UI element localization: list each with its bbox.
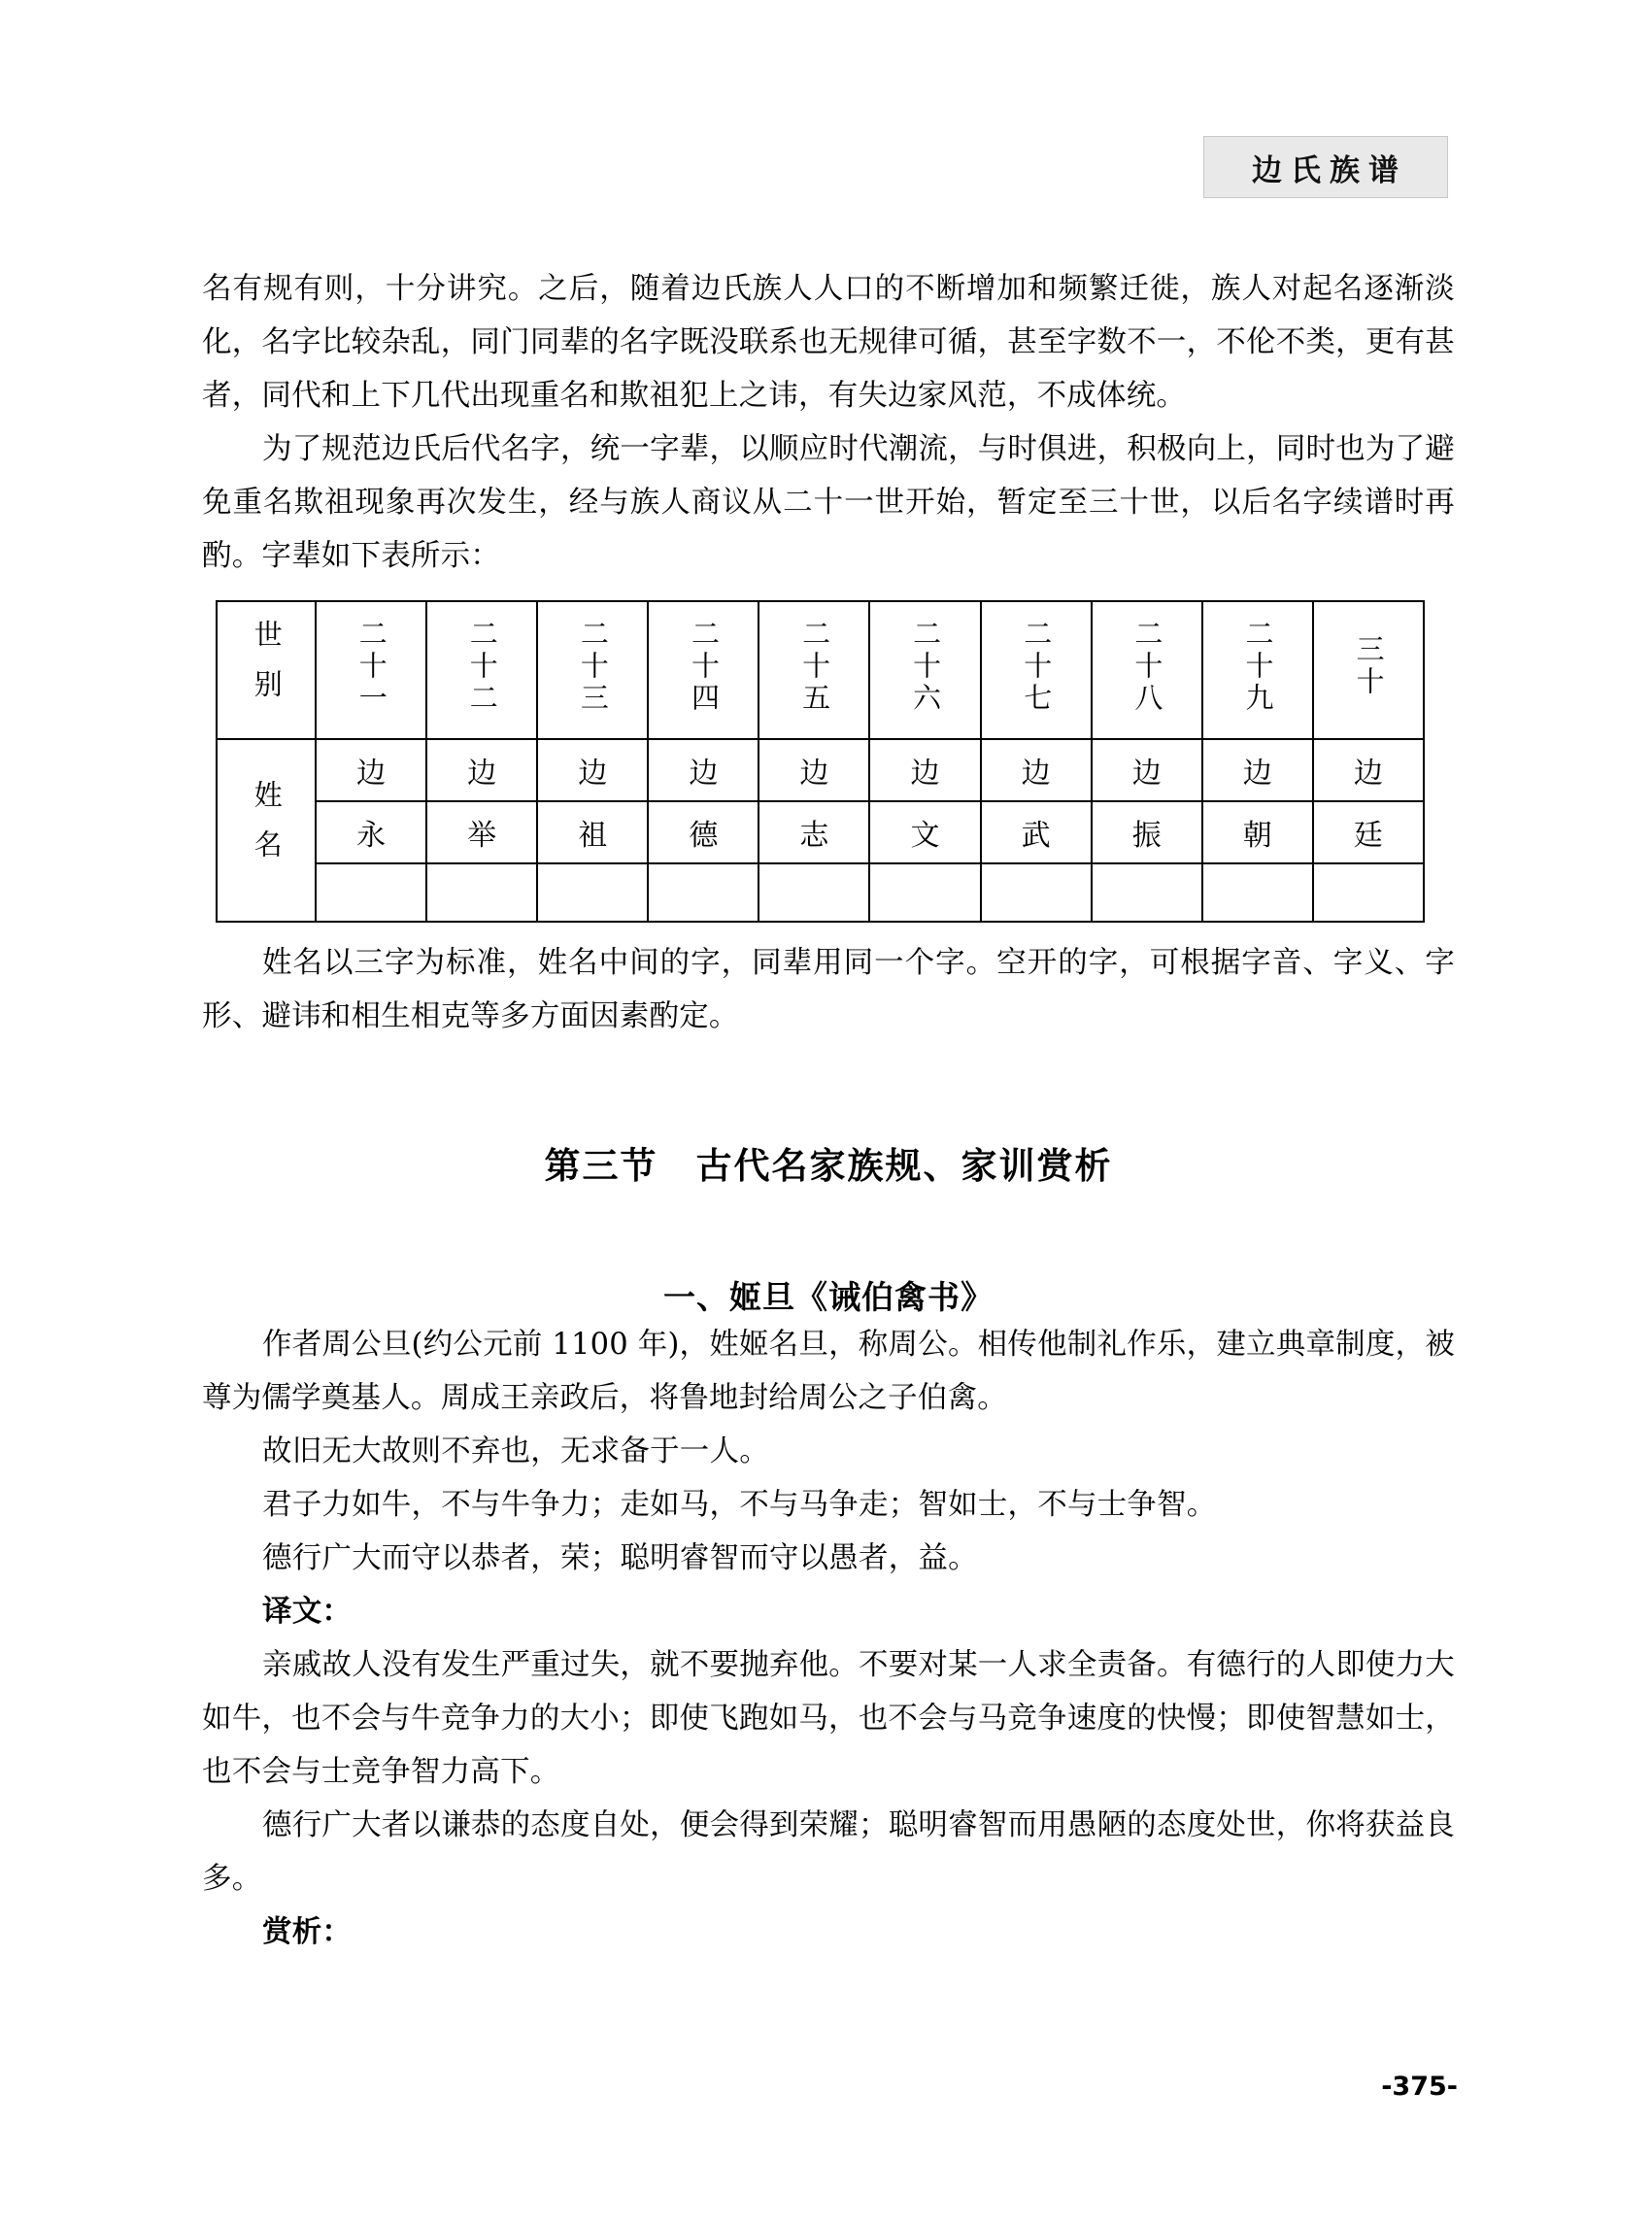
table-cell-given-name: 朝 xyxy=(1202,801,1313,863)
table-row-surnames xyxy=(217,739,1424,801)
table-cell-generation xyxy=(869,601,980,739)
table-cell-generation xyxy=(316,601,426,739)
generation-value: 二十七 xyxy=(1020,618,1054,715)
table-cell-surname: 边 xyxy=(1313,739,1424,801)
translation-label: 译文： xyxy=(262,1594,353,1629)
table-cell-given-name: 永 xyxy=(316,801,426,863)
generation-value: 二十九 xyxy=(1241,618,1275,715)
paragraph-naming-rule: 姓名以三字为标准，姓名中间的字，同辈用同一个字。空开的字，可根据字音、字义、字形、避讳和相生相克等多方面因素酌定。 xyxy=(202,946,1455,1033)
table-cell-given-name: 举 xyxy=(426,801,537,863)
table-cell-blank xyxy=(759,863,869,922)
table-cell-generation xyxy=(537,601,648,739)
table-cell-given-name: 文 xyxy=(869,801,980,863)
table-label-name xyxy=(217,739,316,922)
table-label-generation xyxy=(217,601,316,739)
table-cell-surname: 边 xyxy=(759,739,869,801)
page-header-band xyxy=(1203,136,1448,198)
table-cell-surname: 边 xyxy=(316,739,426,801)
table-cell-surname: 边 xyxy=(981,739,1092,801)
table-cell-given-name: 志 xyxy=(759,801,869,863)
generation-value: 二十八 xyxy=(1130,618,1164,715)
table-cell-blank xyxy=(981,863,1092,922)
table-cell-generation xyxy=(1092,601,1202,739)
table-cell-blank xyxy=(316,863,426,922)
generation-value: 三十 xyxy=(1352,634,1386,698)
table-cell-blank xyxy=(1313,863,1424,922)
book-title: 边氏族谱 xyxy=(1252,152,1407,188)
page-number: -375- xyxy=(1381,2072,1458,2102)
table-cell-surname: 边 xyxy=(537,739,648,801)
paragraph-generation-intro: 为了规范边氏后代名字，统一字辈，以顺应时代潮流，与时俱进，积极向上，同时也为了避免重名欺祖现象再次发生，经与族人商议从二十一世开始，暂定至三十世，以后名字续谱时再酌。字辈如下表所示： xyxy=(202,432,1455,573)
generation-value: 二十五 xyxy=(798,618,832,715)
generation-value: 二十三 xyxy=(576,618,610,715)
table-cell-surname: 边 xyxy=(648,739,759,801)
table-cell-blank xyxy=(426,863,537,922)
table-label-name-text: 姓名 xyxy=(250,780,284,879)
paragraph-translation-1: 亲戚故人没有发生严重过失，就不要抛弃他。不要对某一人求全责备。有德行的人即使力大如牛，也不会与牛竞争力的大小；即使飞跑如马，也不会与马竞争速度的快慢；即使智慧如士，也不会与士竞争智力高下。 xyxy=(202,1648,1455,1789)
paragraph-quote-1: 故旧无大故则不弃也，无求备于一人。 xyxy=(262,1434,769,1468)
table-cell-given-name: 祖 xyxy=(537,801,648,863)
table-cell-generation xyxy=(1202,601,1313,739)
table-cell-given-name: 振 xyxy=(1092,801,1202,863)
table-cell-given-name: 廷 xyxy=(1313,801,1424,863)
table-cell-generation xyxy=(426,601,537,739)
table-row-generations xyxy=(217,601,1424,739)
generation-value: 二十二 xyxy=(465,618,499,715)
paragraph-translation-2: 德行广大者以谦恭的态度自处，便会得到荣耀；聪明睿智而用愚陋的态度处世，你将获益良多。 xyxy=(202,1808,1455,1896)
table-cell-surname: 边 xyxy=(1092,739,1202,801)
table-cell-given-name: 德 xyxy=(648,801,759,863)
table-cell-blank xyxy=(1092,863,1202,922)
subsection-heading: 一、姬旦《诫伯禽书》 xyxy=(663,1278,994,1316)
table-cell-blank xyxy=(537,863,648,922)
page-content xyxy=(202,262,1455,1959)
table-cell-given-name: 武 xyxy=(981,801,1092,863)
generation-value: 二十六 xyxy=(909,618,943,715)
table-cell-blank xyxy=(648,863,759,922)
table-cell-generation xyxy=(759,601,869,739)
analysis-label: 赏析： xyxy=(262,1914,353,1949)
table-cell-generation xyxy=(648,601,759,739)
table-row-given-names xyxy=(217,801,1424,863)
table-label-generation-text: 世别 xyxy=(250,620,284,719)
paragraph-quote-3: 德行广大而守以恭者，荣；聪明睿智而守以愚者，益。 xyxy=(262,1541,978,1575)
paragraph-author-intro: 作者周公旦(约公元前 1100 年)，姓姬名旦，称周公。相传他制礼作乐，建立典章制度，被尊为儒学奠基人。周成王亲政后，将鲁地封给周公之子伯禽。 xyxy=(202,1328,1455,1415)
table-cell-blank xyxy=(1202,863,1313,922)
generation-table xyxy=(216,600,1425,923)
section-heading: 第三节 古代名家族规、家训赏析 xyxy=(544,1145,1113,1187)
table-cell-generation xyxy=(981,601,1092,739)
table-cell-surname: 边 xyxy=(426,739,537,801)
paragraph-quote-2: 君子力如牛，不与牛争力；走如马，不与马争走；智如士，不与士争智。 xyxy=(262,1488,1217,1522)
table-row-blank xyxy=(217,863,1424,922)
table-cell-blank xyxy=(869,863,980,922)
generation-value: 二十四 xyxy=(687,618,721,715)
generation-value: 二十一 xyxy=(354,618,388,715)
table-cell-generation xyxy=(1313,601,1424,739)
paragraph-continuation: 名有规有则，十分讲究。之后，随着边氏族人人口的不断增加和频繁迁徙，族人对起名逐渐淡化，名字比较杂乱，同门同辈的名字既没联系也无规律可循，甚至字数不一，不伦不类，更有甚者，同代和上下几代出现重名和欺祖犯上之讳，有失边家风范，不成体统。 xyxy=(202,272,1455,413)
table-cell-surname: 边 xyxy=(1202,739,1313,801)
generation-table-wrapper xyxy=(202,600,1455,923)
table-cell-surname: 边 xyxy=(869,739,980,801)
